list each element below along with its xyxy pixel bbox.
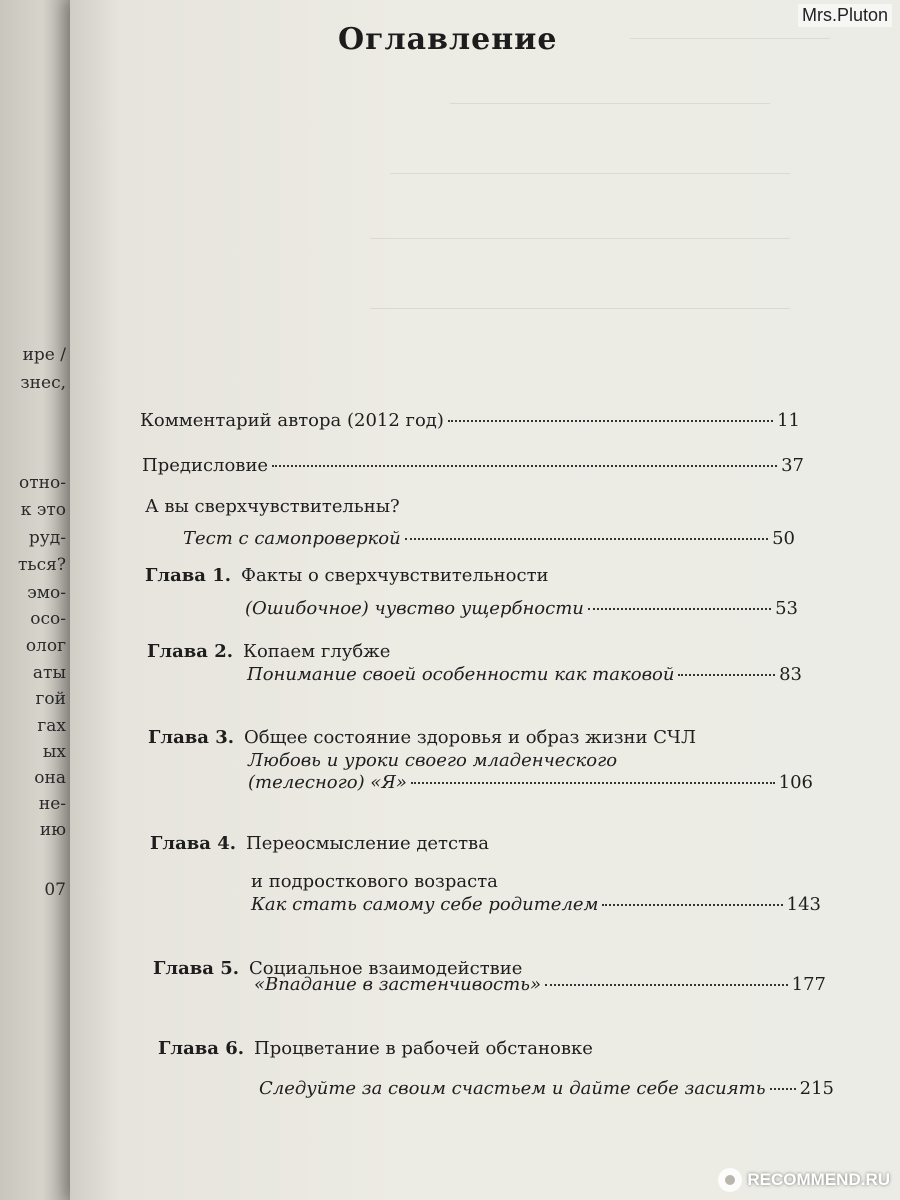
toc-entry-subtitle: (телесного) «Я» — [248, 772, 407, 793]
recommend-logo-icon — [718, 1168, 742, 1192]
bleed-through-line — [370, 300, 790, 309]
toc-chapter-2-title[interactable] — [147, 641, 390, 662]
toc-entry-title: Факты о сверхчувствительности — [241, 565, 549, 586]
toc-page-number: 37 — [781, 455, 804, 476]
left-text-fragment: она — [34, 768, 66, 788]
leader-dots — [411, 782, 775, 784]
left-text-fragment: ых — [42, 742, 66, 762]
leader-dots — [545, 984, 788, 986]
chapter-label: Глава 2. — [147, 641, 234, 662]
toc-page-number: 143 — [786, 894, 821, 915]
bleed-through-line — [630, 30, 830, 39]
toc-entry-title: Копаем глубже — [243, 641, 391, 662]
toc-page-number: 83 — [779, 664, 802, 685]
leader-dots — [770, 1088, 796, 1090]
recommend-watermark — [718, 1168, 890, 1192]
toc-entry-title: Социальное взаимодействие — [249, 958, 523, 979]
chapter-label: Глава 3. — [148, 727, 235, 748]
toc-entry-sensitive-subtitle[interactable] — [183, 528, 795, 549]
chapter-label: Глава 6. — [158, 1038, 245, 1059]
toc-chapter-1-title[interactable] — [145, 565, 549, 586]
left-text-fragment: знес, — [20, 373, 66, 393]
toc-entry-title: А вы сверхчувствительны? — [145, 496, 400, 517]
toc-chapter-4-title[interactable] — [150, 833, 489, 854]
toc-entry-title: Процветание в рабочей обстановке — [254, 1038, 593, 1059]
leader-dots — [272, 465, 777, 467]
left-text-fragment: не- — [38, 794, 66, 814]
toc-chapter-3-subtitle[interactable] — [248, 750, 617, 771]
toc-entry-preface[interactable] — [142, 455, 804, 476]
toc-entry-title: Комментарий автора (2012 год) — [140, 410, 444, 431]
toc-page-number: 53 — [775, 598, 798, 619]
toc-chapter-2-subtitle[interactable] — [247, 664, 802, 685]
left-text-fragment: руд- — [28, 528, 66, 548]
toc-chapter-4-title-cont[interactable] — [251, 871, 498, 892]
recommend-logo-text: RECOMMEND.RU — [747, 1170, 890, 1189]
toc-entry-subtitle: Как стать самому себе родителем — [251, 894, 599, 915]
left-text-fragment: к это — [20, 500, 66, 520]
bleed-through-line — [370, 230, 790, 239]
left-text-fragment: ться? — [17, 555, 66, 575]
toc-entry-subtitle: Тест с самопроверкой — [183, 528, 401, 549]
toc-entry-subtitle: (Ошибочное) чувство ущербности — [245, 598, 584, 619]
toc-page-number: 106 — [778, 772, 813, 793]
toc-entry-title: Общее состояние здоровья и образ жизни СЧЛ — [244, 727, 696, 748]
toc-entry-title: Предисловие — [142, 455, 269, 476]
toc-chapter-6-title[interactable] — [158, 1038, 593, 1059]
left-text-fragment: ире / — [22, 345, 66, 365]
toc-entry-title: и подросткового возраста — [251, 871, 498, 892]
leader-dots — [588, 608, 771, 610]
toc-page-number: 11 — [777, 410, 800, 431]
leader-dots — [678, 674, 775, 676]
chapter-label: Глава 4. — [150, 833, 237, 854]
left-page-edge — [0, 0, 70, 1200]
left-text-fragment: эмо- — [27, 583, 66, 603]
toc-page-number: 50 — [772, 528, 795, 549]
chapter-label: Глава 5. — [153, 958, 240, 979]
toc-entry-subtitle: Любовь и уроки своего младенческого — [248, 750, 618, 771]
toc-entry-subtitle: Следуйте за своим счастьем и дайте себе засиять — [259, 1078, 766, 1099]
toc-chapter-1-subtitle[interactable] — [245, 598, 798, 619]
toc-chapter-6-subtitle[interactable] — [259, 1078, 834, 1099]
toc-page-number: 177 — [791, 974, 826, 995]
author-watermark: Mrs.Pluton — [798, 4, 892, 27]
left-text-fragment: осо- — [30, 609, 66, 629]
toc-chapter-3-subtitle-cont[interactable] — [248, 772, 813, 793]
toc-chapter-3-title[interactable] — [148, 727, 696, 748]
left-text-fragment: гах — [37, 716, 66, 736]
page-title: Оглавление — [338, 22, 558, 57]
toc-entry-title: Переосмысление детства — [246, 833, 489, 854]
toc-entry-sensitive-title[interactable] — [145, 496, 400, 517]
left-text-fragment: олог — [25, 636, 66, 656]
toc-entry-subtitle: «Впадание в застенчивость» — [254, 974, 541, 995]
bleed-through-line — [450, 95, 770, 104]
left-text-fragment: отно- — [19, 473, 66, 493]
bleed-through-line — [390, 165, 790, 174]
leader-dots — [405, 538, 768, 540]
toc-chapter-5-subtitle[interactable] — [254, 974, 826, 995]
toc-entry-subtitle: Понимание своей особенности как таковой — [247, 664, 675, 685]
toc-chapter-4-subtitle[interactable] — [251, 894, 821, 915]
chapter-label: Глава 1. — [145, 565, 232, 586]
left-text-fragment: гой — [35, 689, 66, 709]
toc-page-number: 215 — [799, 1078, 834, 1099]
left-text-fragment: 07 — [44, 880, 66, 900]
toc-entry-author-comment[interactable] — [140, 410, 800, 431]
left-text-fragment: ию — [39, 820, 66, 840]
left-text-fragment: аты — [32, 663, 66, 683]
leader-dots — [448, 420, 773, 422]
leader-dots — [602, 904, 782, 906]
